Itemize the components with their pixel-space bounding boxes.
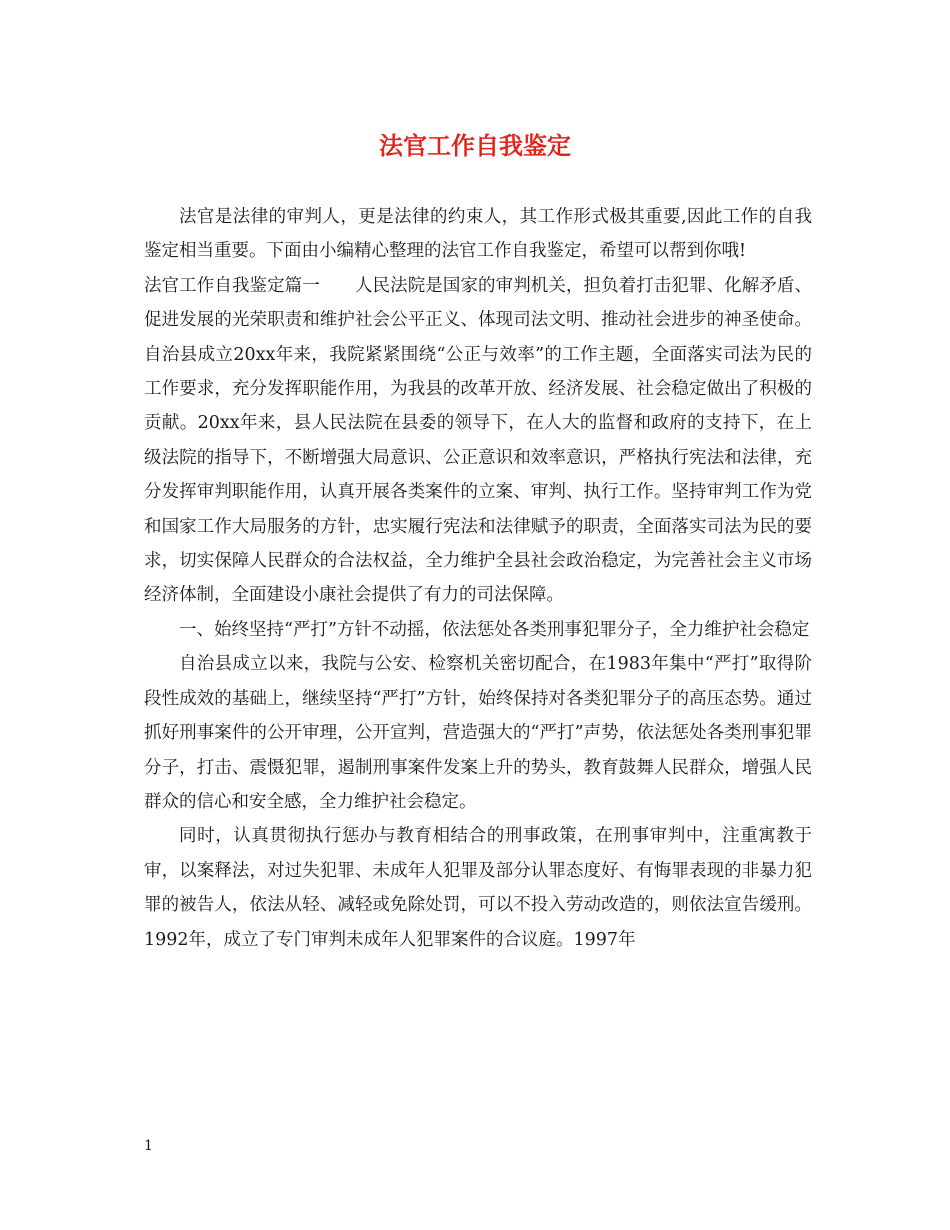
paragraph-part-one: 法官工作自我鉴定篇一 人民法院是国家的审判机关，担负着打击犯罪、化解矛盾、促进发展的光荣职责和维护社会公平正义、体现司法文明、推动社会进步的神圣使命。自治县成立20xx年来，我院紧紧围绕“公正与效率”的工作主题，全面落实司法为民的工作要求，充分发挥职能作用，为我县的改革开放、经济发展、社会稳定做出了积极的贡献。20xx年来，县人民法院在县委的领导下，在人大的监督和政府的支持下，在上级法院的指导下，不断增强大局意识、公正意识和效率意识，严格执行宪法和法律，充分发挥审判职能作用，认真开展各类案件的立案、审判、执行工作。坚持审判工作为党和国家工作大局服务的方针，忠实履行宪法和法律赋予的职责，全面落实司法为民的要求，切实保障人民群众的合法权益，全力维护全县社会政治稳定，为完善社会主义市场经济体制，全面建设小康社会提供了有力的司法保障。 (144, 275, 812, 606)
paragraph-intro: 法官是法律的审判人，更是法律的约束人，其工作形式极其重要,因此工作的自我鉴定相当重要。下面由小编精心整理的法官工作自我鉴定，希望可以帮到你哦! (144, 207, 812, 262)
paragraph-section-heading: 一、始终坚持“严打”方针不动摇，依法惩处各类刑事犯罪分子，全力维护社会稳定 (179, 619, 810, 640)
paragraph-criminal-policy: 同时，认真贯彻执行惩办与教育相结合的刑事政策，在刑事审判中，注重寓教于审，以案释法，对过失犯罪、未成年人犯罪及部分认罪态度好、有悔罪表现的非暴力犯罪的被告人，依法从轻、减轻或免除处罚，可以不投入劳动改造的，则依法宣告缓刑。1992年，成立了专门审判未成年人犯罪案件的合议庭。1997年 (144, 826, 812, 950)
document-title: 法官工作自我鉴定 (379, 131, 571, 160)
paragraph-strike-hard: 自治县成立以来，我院与公安、检察机关密切配合，在1983年集中“严打”取得阶段性成效的基础上，继续坚持“严打”方针，始终保持对各类犯罪分子的高压态势。通过抓好刑事案件的公开审理，公开宣判，营造强大的“严打”声势，依法惩处各类刑事犯罪分子，打击、震慑犯罪，遏制刑事案件发案上升的势头，教育鼓舞人民群众，增强人民群众的信心和安全感，全力维护社会稳定。 (144, 654, 812, 812)
document-body (144, 200, 812, 957)
page-number: 1 (144, 1138, 153, 1154)
